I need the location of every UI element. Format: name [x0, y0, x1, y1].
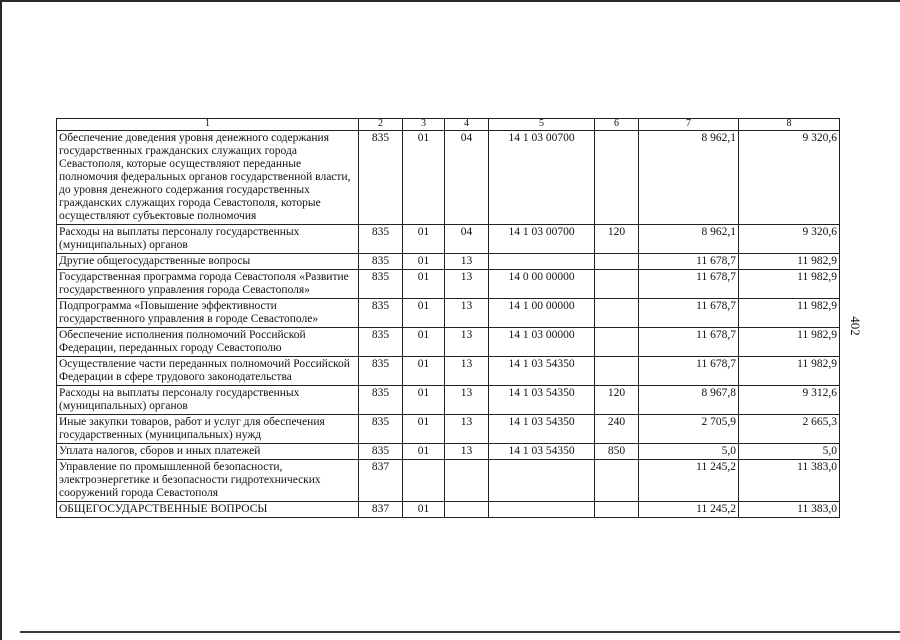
cell-ministry-code: 835 [359, 386, 403, 415]
header-cell: 4 [445, 119, 489, 131]
row-name: Государственная программа города Севастополя «Развитие государственного управления города Севастополя» [57, 270, 359, 299]
table-row [57, 254, 840, 270]
cell-expense-type: 240 [595, 415, 639, 444]
cell-expense-type [595, 357, 639, 386]
cell-target-article: 14 1 03 00000 [489, 328, 595, 357]
table-row [57, 386, 840, 415]
cell-amount-year2: 11 383,0 [739, 460, 840, 502]
table-row [57, 328, 840, 357]
cell-ministry-code: 835 [359, 254, 403, 270]
row-name: Иные закупки товаров, работ и услуг для обеспечения государственных (муниципальных) нужд [57, 415, 359, 444]
cell-ministry-code: 837 [359, 502, 403, 518]
header-cell: 2 [359, 119, 403, 131]
cell-subsection: 13 [445, 299, 489, 328]
cell-subsection [445, 460, 489, 502]
table-row [57, 270, 840, 299]
cell-amount-year1: 2 705,9 [639, 415, 739, 444]
row-name: Осуществление части переданных полномочий Российской Федерации в сфере трудового законодательства [57, 357, 359, 386]
cell-expense-type [595, 270, 639, 299]
cell-section: 01 [403, 299, 445, 328]
cell-expense-type [595, 328, 639, 357]
table-row [57, 502, 840, 518]
cell-amount-year2: 11 982,9 [739, 254, 840, 270]
cell-expense-type [595, 460, 639, 502]
cell-subsection: 13 [445, 357, 489, 386]
cell-section: 01 [403, 270, 445, 299]
cell-ministry-code: 835 [359, 415, 403, 444]
cell-amount-year2: 11 982,9 [739, 270, 840, 299]
cell-section: 01 [403, 502, 445, 518]
cell-amount-year1: 8 967,8 [639, 386, 739, 415]
cell-target-article: 14 1 03 54350 [489, 357, 595, 386]
cell-target-article [489, 460, 595, 502]
cell-ministry-code: 835 [359, 225, 403, 254]
page-number: 402 [847, 316, 863, 336]
cell-amount-year1: 11 678,7 [639, 299, 739, 328]
table-row [57, 131, 840, 225]
cell-amount-year1: 5,0 [639, 444, 739, 460]
cell-amount-year2: 5,0 [739, 444, 840, 460]
table-row [57, 225, 840, 254]
cell-amount-year2: 11 982,9 [739, 357, 840, 386]
cell-ministry-code: 837 [359, 460, 403, 502]
table-row [57, 357, 840, 386]
cell-target-article: 14 0 00 00000 [489, 270, 595, 299]
table-row [57, 460, 840, 502]
cell-subsection: 13 [445, 254, 489, 270]
cell-amount-year2: 9 320,6 [739, 225, 840, 254]
cell-ministry-code: 835 [359, 270, 403, 299]
cell-target-article: 14 1 03 00700 [489, 225, 595, 254]
row-name: Уплата налогов, сборов и иных платежей [57, 444, 359, 460]
cell-section: 01 [403, 386, 445, 415]
cell-amount-year1: 11 245,2 [639, 502, 739, 518]
row-name: Расходы на выплаты персоналу государственных (муниципальных) органов [57, 386, 359, 415]
cell-amount-year1: 11 678,7 [639, 328, 739, 357]
cell-section: 01 [403, 415, 445, 444]
scan-edge-bottom [20, 631, 900, 633]
cell-ministry-code: 835 [359, 299, 403, 328]
scan-edge-left [0, 0, 2, 640]
cell-expense-type: 850 [595, 444, 639, 460]
cell-subsection: 13 [445, 386, 489, 415]
cell-amount-year1: 8 962,1 [639, 131, 739, 225]
cell-section: 01 [403, 357, 445, 386]
scan-edge-top [0, 0, 900, 2]
cell-ministry-code: 835 [359, 328, 403, 357]
cell-expense-type: 120 [595, 386, 639, 415]
row-name: Обеспечение исполнения полномочий Российской Федерации, переданных городу Севастополю [57, 328, 359, 357]
cell-ministry-code: 835 [359, 444, 403, 460]
cell-subsection: 04 [445, 131, 489, 225]
cell-subsection [445, 502, 489, 518]
header-cell: 5 [489, 119, 595, 131]
table-row [57, 299, 840, 328]
budget-table [56, 118, 840, 518]
cell-ministry-code: 835 [359, 357, 403, 386]
row-name: Обеспечение доведения уровня денежного содержания государственных гражданских служащих города Севастополя, которые осуществляют переданные полномочия федеральных органов государственной власти, до уровня денежного содержания государственных гражданских служащих города Севастополя, которые осуществляют субъектовые полномочия [57, 131, 359, 225]
header-cell: 8 [739, 119, 840, 131]
row-name: Расходы на выплаты персоналу государственных (муниципальных) органов [57, 225, 359, 254]
row-name: ОБЩЕГОСУДАРСТВЕННЫЕ ВОПРОСЫ [57, 502, 359, 518]
cell-target-article: 14 1 03 54350 [489, 444, 595, 460]
cell-section: 01 [403, 225, 445, 254]
cell-expense-type [595, 254, 639, 270]
cell-expense-type [595, 502, 639, 518]
header-cell: 1 [57, 119, 359, 131]
header-cell: 3 [403, 119, 445, 131]
row-name: Управление по промышленной безопасности, электроэнергетике и безопасности гидротехнических сооружений города Севастополя [57, 460, 359, 502]
cell-amount-year2: 11 383,0 [739, 502, 840, 518]
cell-target-article: 14 1 00 00000 [489, 299, 595, 328]
cell-section: 01 [403, 131, 445, 225]
cell-amount-year1: 11 678,7 [639, 270, 739, 299]
cell-target-article [489, 502, 595, 518]
row-name: Другие общегосударственные вопросы [57, 254, 359, 270]
cell-ministry-code: 835 [359, 131, 403, 225]
cell-expense-type: 120 [595, 225, 639, 254]
cell-amount-year2: 9 320,6 [739, 131, 840, 225]
cell-amount-year1: 11 678,7 [639, 254, 739, 270]
cell-amount-year1: 11 678,7 [639, 357, 739, 386]
cell-amount-year1: 8 962,1 [639, 225, 739, 254]
cell-target-article [489, 254, 595, 270]
table-row [57, 444, 840, 460]
cell-subsection: 13 [445, 270, 489, 299]
cell-amount-year1: 11 245,2 [639, 460, 739, 502]
cell-subsection: 13 [445, 444, 489, 460]
table-row [57, 415, 840, 444]
cell-subsection: 04 [445, 225, 489, 254]
cell-subsection: 13 [445, 328, 489, 357]
cell-amount-year2: 11 982,9 [739, 328, 840, 357]
header-cell: 6 [595, 119, 639, 131]
header-row [57, 119, 840, 131]
header-cell: 7 [639, 119, 739, 131]
cell-section: 01 [403, 444, 445, 460]
cell-amount-year2: 11 982,9 [739, 299, 840, 328]
cell-target-article: 14 1 03 00700 [489, 131, 595, 225]
row-name: Подпрограмма «Повышение эффективности государственного управления в городе Севастополе» [57, 299, 359, 328]
cell-subsection: 13 [445, 415, 489, 444]
cell-target-article: 14 1 03 54350 [489, 386, 595, 415]
cell-target-article: 14 1 03 54350 [489, 415, 595, 444]
cell-section [403, 460, 445, 502]
cell-expense-type [595, 131, 639, 225]
cell-amount-year2: 2 665,3 [739, 415, 840, 444]
cell-section: 01 [403, 254, 445, 270]
cell-amount-year2: 9 312,6 [739, 386, 840, 415]
cell-section: 01 [403, 328, 445, 357]
cell-expense-type [595, 299, 639, 328]
